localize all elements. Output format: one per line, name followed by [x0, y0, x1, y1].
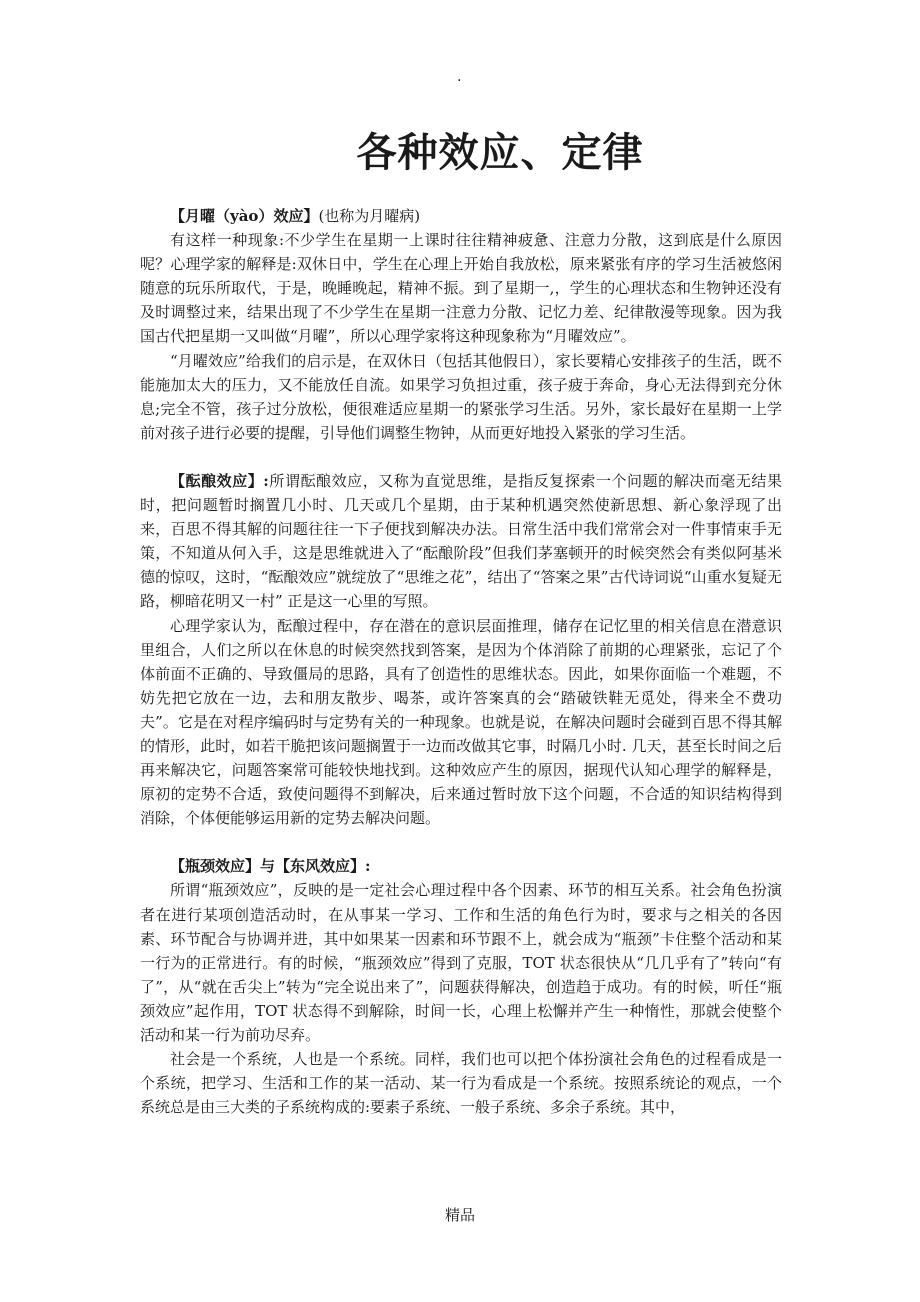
page-title: 各种效应、定律: [356, 130, 644, 176]
section-heading-incubation-effect: [140, 469, 782, 614]
section-heading-bold: 【瓶颈效应】与【东风效应】:: [170, 857, 371, 876]
document-body: [140, 204, 782, 1119]
section-lead-text: 所谓酝酿效应，又称为直觉思维，是指反复探索一个问题的解决而毫无结果时，把问题暂时搁置几小时、几天或几个星期，由于某种机遇突然使新思想、新心象浮现了出来，百思不得其解的问题往往一下子便找到解决办法。日常生活中我们常常会对一件事情束手无策，不知道从何入手，这是思维就进入了“酝酿阶段”但我们茅塞顿开的时候突然会有类似阿基米德的惊叹，这时，“酝酿效应”就绽放了“思维之花”，结出了“答案之果”古代诗词说“山重水复疑无路，柳暗花明又一村” 正是这一心里的写照。: [140, 471, 782, 611]
section-heading-monday-effect: [140, 204, 782, 228]
paragraph: 社会是一个系统，人也是一个系统。同样，我们也可以把个体扮演社会角色的过程看成是一个系统，把学习、生活和工作的某一活动、某一行为看成是一个系统。按照系统论的观点，一个系统总是由三大类的子系统构成的:要素子系统、一般子系统、多余子系统。其中，: [140, 1050, 782, 1117]
paragraph: “月曜效应”给我们的启示是，在双休日（包括其他假日），家长要精心安排孩子的生活，既不能施加太大的压力，又不能放任自流。如果学习负担过重，孩子疲于奔命，身心无法得到充分休息;完全不管，孩子过分放松，便很难适应星期一的紧张学习生活。另外，家长最好在星期一上学前对孩子进行必要的提醒，引导他们调整生物钟，从而更好地投入紧张的学习生活。: [140, 351, 782, 442]
paragraph: 有这样一种现象:不少学生在星期一上课时往往精神疲惫、注意力分散，这到底是什么原因呢？心理学家的解释是:双休日中，学生在心理上开始自我放松，原来紧张有序的学习生活被悠闲随意的玩乐所取代，于是，晚睡晚起，精神不振。到了星期一,，学生的心理状态和生物钟还没有及时调整过来，结果出现了不少学生在星期一注意力分散、记忆力差、纪律散漫等现象。因为我国古代把星期一又叫做“月曜”，所以心理学家将这种现象称为“月曜效应”。: [140, 231, 782, 346]
section-gap: [140, 445, 782, 469]
page-footer: 精品: [444, 1206, 475, 1224]
section-gap: [140, 830, 782, 854]
section-heading-note: (也称为月曜病): [318, 207, 421, 225]
header-dot: .: [457, 69, 462, 85]
section-heading-bold: 【月曜（yào）效应】: [170, 207, 319, 225]
paragraph: 所谓“瓶颈效应”，反映的是一定社会心理过程中各个因素、环节的相互关系。社会角色扮演者在进行某项创造活动时，在从事某一学习、工作和生活的角色行为时，要求与之相关的各因素、环节配合与协调并进，其中如果某一因素和环节跟不上，就会成为“瓶颈”卡住整个活动和某一行为的正常进行。有的时候，“瓶颈效应”得到了克服，TOT 状态很快从“几几乎有了”转向“有了”，从“就在舌尖上”转为“完全说出来了”，问题获得解决，创造趋于成功。有的时候，听任“瓶颈效应”起作用，TOT 状态得不到解除，时间一长，心理上松懈并产生一种惰性，那就会使整个活动和某一行为前功尽弃。: [140, 881, 782, 1044]
section-heading-bottleneck-effect: [140, 854, 782, 878]
paragraph: 心理学家认为，酝酿过程中，存在潜在的意识层面推理，储存在记忆里的相关信息在潜意识里组合，人们之所以在休息的时候突然找到答案，是因为个体消除了前期的心理紧张，忘记了个体前面不正确的、导致僵局的思路，具有了创造性的思维状态。因此，如果你面临一个难题，不妨先把它放在一边，去和朋友散步、喝茶，或许答案真的会“踏破铁鞋无觅处，得来全不费功夫”。它是在对程序编码时与定势有关的一种现象。也就是说，在解决问题时会碰到百思不得其解的情形，此时，如若干脆把该问题搁置于一边而改做其它事，时隔几小时. 几天，甚至长时间之后再来解决它，问题答案常可能较快地找到。这种效应产生的原因，据现代认知心理学的解释是，原初的定势不合适，致使问题得不到解决，后来通过暂时放下这个问题，不合适的知识结构得到消除，个体便能够运用新的定势去解决问题。: [140, 616, 782, 828]
section-heading-bold: 【酝酿效应】:: [170, 471, 269, 490]
